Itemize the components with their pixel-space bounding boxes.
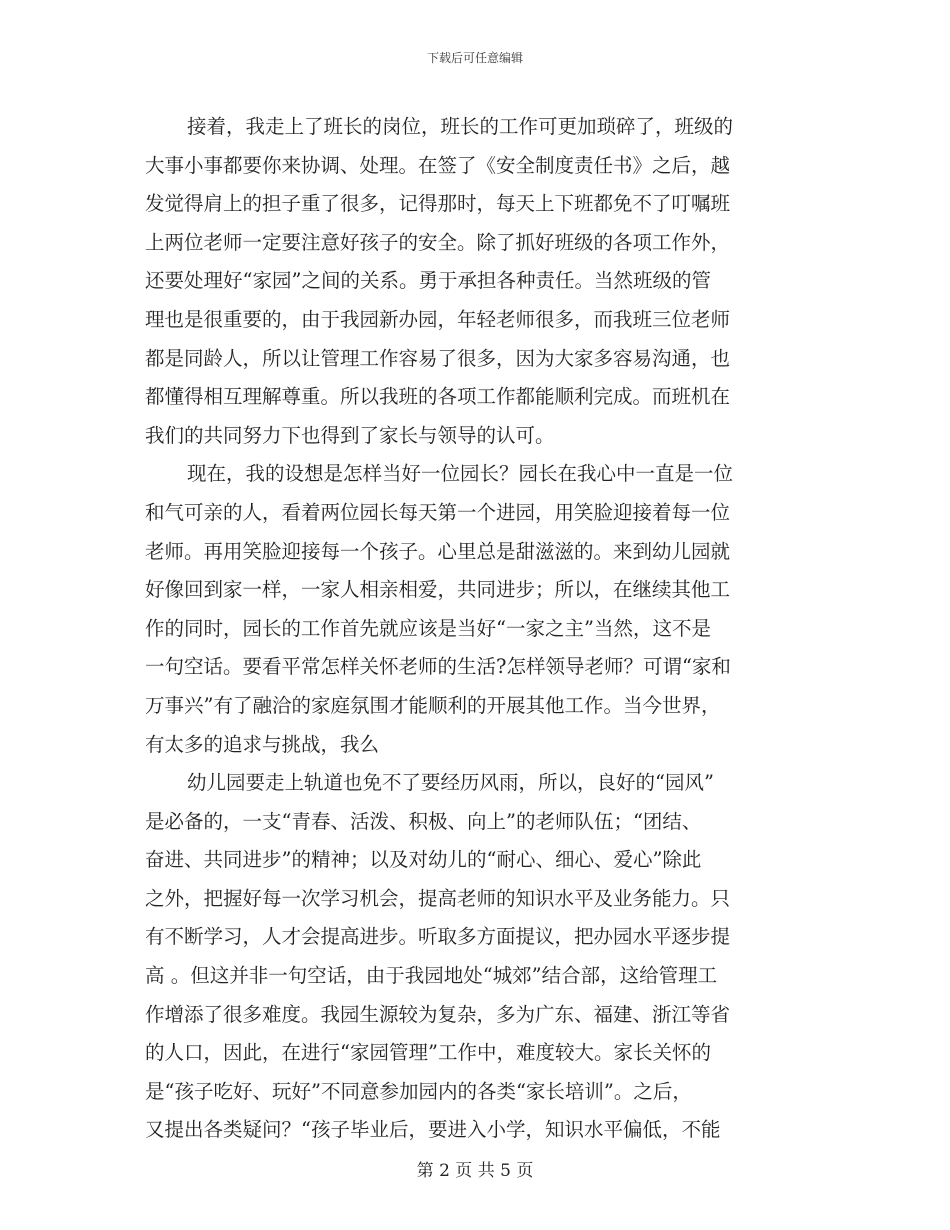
paragraph-line: 是“孩子吃好、玩好”不同意参加园内的各类“家长培训”。之后， bbox=[145, 1079, 692, 1103]
paragraph-line: 有太多的追求与挑战，我么 bbox=[145, 732, 380, 756]
paragraph-line: 奋进、共同进步”的精神；以及对幼儿的“耐心、细心、爱心”除此 bbox=[145, 848, 702, 872]
paragraph-line: 是必备的，一支“青春、活泼、积极、向上”的老师队伍；“团结、 bbox=[145, 809, 702, 833]
paragraph-line: 一句空话。要看平常怎样关怀老师的生活?怎样领导老师？可谓“家和 bbox=[145, 655, 731, 679]
paragraph-line: 发觉得肩上的担子重了很多，记得那时，每天上下班都免不了叮嘱班 bbox=[145, 192, 731, 216]
paragraph-line: 之外，把握好每一次学习机会，提高老师的知识水平及业务能力。只 bbox=[145, 886, 731, 910]
paragraph-line: 还要处理好“家园”之间的关系。勇于承担各种责任。当然班级的管 bbox=[145, 269, 711, 293]
page-number-footer: 第 2 页 共 5 页 bbox=[416, 1161, 534, 1181]
paragraph-line: 老师。再用笑脸迎接每一个孩子。心里总是甜滋滋的。来到幼儿园就 bbox=[145, 539, 731, 563]
paragraph-line: 都是同龄人，所以让管理工作容易了很多，因为大家多容易沟通，也 bbox=[145, 346, 731, 370]
paragraph-line: 又提出各类疑问？“孩子毕业后，要进入小学，知识水平偏低，不能 bbox=[145, 1118, 721, 1142]
paragraph-line: 上两位老师一定要注意好孩子的安全。除了抓好班级的各项工作外， bbox=[145, 230, 731, 254]
paragraph-line: 接着，我走上了班长的岗位，班长的工作可更加琐碎了，班级的 bbox=[187, 115, 734, 138]
paragraph-line: 理也是很重要的，由于我园新办园，年轻老师很多，而我班三位老师 bbox=[145, 307, 731, 331]
paragraph-line: 都懂得相互理解尊重。所以我班的各项工作都能顺利完成。而班机在 bbox=[145, 385, 731, 409]
paragraph-line: 我们的共同努力下也得到了家长与领导的认可。 bbox=[145, 423, 555, 447]
paragraph-line: 好像回到家一样，一家人相亲相爱，共同进步；所以，在继续其他工 bbox=[145, 578, 731, 602]
page-header: 下载后可任意编辑 bbox=[426, 51, 523, 65]
paragraph-line: 大事小事都要你来协调、处理。在签了《安全制度责任书》之后，越 bbox=[145, 153, 731, 177]
paragraph-line: 和气可亲的人，看着两位园长每天第一个进园，用笑脸迎接着每一位 bbox=[145, 500, 731, 524]
paragraph-line: 有不断学习，人才会提高进步。听取多方面提议，把办园水平逐步提 bbox=[145, 925, 731, 949]
paragraph-line: 现在，我的设想是怎样当好一位园长？园长在我心中一直是一位 bbox=[187, 462, 734, 486]
paragraph-line: 的人口，因此，在进行“家园管理”工作中，难度较大。家长关怀的 bbox=[145, 1041, 711, 1065]
paragraph-line: 作的同时，园长的工作首先就应该是当好“一家之主”当然，这不是 bbox=[145, 616, 711, 640]
document-body bbox=[145, 108, 805, 1150]
paragraph-line: 幼儿园要走上轨道也免不了要经历风雨，所以，良好的“园风” bbox=[187, 771, 714, 795]
paragraph-line: 高 。但这并非一句空话，由于我园地处“城郊”结合部，这给管理工 bbox=[145, 964, 718, 988]
paragraph-line: 万事兴”有了融洽的家庭氛围才能顺利的开展其他工作。当今世界， bbox=[145, 693, 721, 717]
paragraph-line: 作增添了很多难度。我园生源较为复杂，多为广东、福建、浙江等省 bbox=[145, 1002, 731, 1026]
